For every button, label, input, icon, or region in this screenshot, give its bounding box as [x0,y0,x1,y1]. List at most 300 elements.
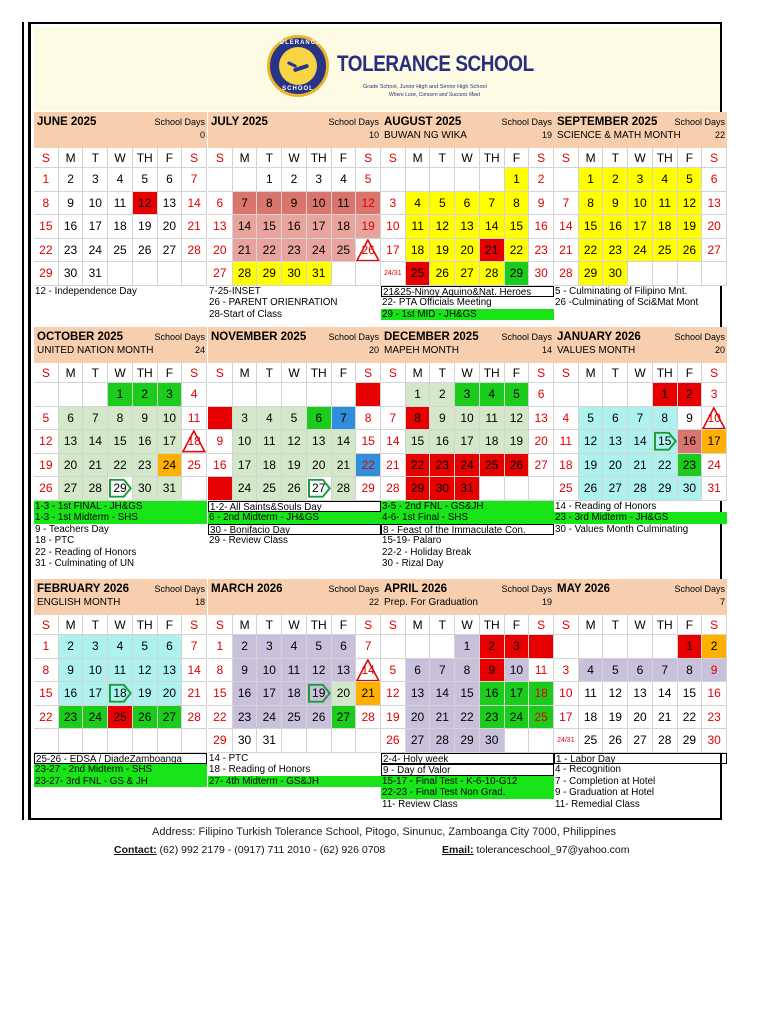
calendar-day: 13 [455,215,480,239]
calendar-day: 27 [158,239,183,263]
calendar-day: 19 [307,682,332,706]
school-days-count: 10 [368,130,379,140]
calendar-day: 25 [480,454,505,478]
calendar-day: 21 [233,239,258,263]
month-name: OCTOBER 2025 [37,331,124,343]
school-days-count: 20 [368,345,379,355]
school-days-label: School Days [501,584,552,594]
calendar-day [505,729,530,753]
calendar-day: 21 [628,454,653,478]
calendar-day: 6 [158,635,183,659]
calendar-day: 18 [108,682,133,706]
day-header: T [430,363,455,383]
calendar-day [505,477,530,501]
calendar-day: 30 [430,477,455,501]
day-header: S [381,148,406,168]
school-days-label: School Days [674,332,725,342]
calendar-day: 14 [332,430,357,454]
calendar-day: 22 [257,239,282,263]
event-note: 11- Review Class [382,798,458,810]
month-july-2025 [208,112,381,320]
calendar-day: 21 [554,239,579,263]
calendar-day: 29 [505,262,530,286]
month-day-grid [34,615,207,753]
calendar-day: 9 [678,407,703,431]
day-header: S [554,363,579,383]
calendar-day: 11 [332,192,357,216]
calendar-day: 15 [34,215,59,239]
calendar-day: 27 [332,706,357,730]
day-header: W [628,363,653,383]
day-header: M [233,148,258,168]
school-days-count: 24 [194,345,205,355]
calendar-day [554,635,579,659]
calendar-day: 24 [257,706,282,730]
event-note: 23-27 - 2nd Midterm - SHS [34,764,207,776]
calendar-day: 24 [455,454,480,478]
month-name: AUGUST 2025 [384,116,462,128]
day-header: T [83,615,108,635]
calendar-day: 26 [430,262,455,286]
month-notes [34,286,207,298]
calendar-day: 31 [455,477,480,501]
calendar-day [430,635,455,659]
calendar-day: 21 [182,682,207,706]
calendar-day: 3 [257,635,282,659]
calendar-day [381,168,406,192]
calendar-day: 26 [678,239,703,263]
month-name: MARCH 2026 [211,583,283,595]
day-header: T [257,148,282,168]
day-header: M [406,363,431,383]
calendar-day [34,383,59,407]
day-header: M [579,363,604,383]
calendar-day: 28 [356,706,381,730]
calendar-day: 25 [257,477,282,501]
calendar-day: 14 [480,215,505,239]
calendar-day: 23 [59,706,84,730]
calendar-day: 7 [332,407,357,431]
calendar-day: 7 [182,168,207,192]
day-header: S [529,363,554,383]
calendar-day: 18 [480,430,505,454]
calendar-day: 4 [282,635,307,659]
calendar-day: 12 [505,407,530,431]
calendar-day: 29 [356,477,381,501]
event-note: 18 - Reading of Honors [209,764,311,776]
calendar-day: 27 [702,239,727,263]
month-name: NOVEMBER 2025 [211,331,307,343]
day-header: F [505,615,530,635]
calendar-day: 16 [208,454,233,478]
calendar-day: 28 [182,706,207,730]
school-days-label: School Days [328,584,379,594]
calendar-day: 18 [282,682,307,706]
calendar-day: 26 [381,729,406,753]
calendar-day: 12 [133,192,158,216]
day-header: TH [307,148,332,168]
day-header: S [182,615,207,635]
calendar-day: 26 [505,454,530,478]
calendar-day: 5 [678,168,703,192]
day-header: M [59,615,84,635]
calendar-day: 3 [83,635,108,659]
calendar-day [628,635,653,659]
calendar-day: 29 [406,477,431,501]
calendar-day: 26 [356,239,381,263]
calendar-day: 1 [505,168,530,192]
school-days-count: 18 [194,597,205,607]
calendar-day: 19 [430,239,455,263]
month-name: JANUARY 2026 [557,331,641,343]
calendar-day: 11 [529,659,554,683]
calendar-day: 7 [182,635,207,659]
day-header: TH [307,363,332,383]
calendar-day: 23 [430,454,455,478]
month-notes [554,753,727,811]
calendar-day: 18 [182,430,207,454]
calendar-day: 3 [628,168,653,192]
calendar-day: 10 [257,659,282,683]
calendar-day [59,729,84,753]
calendar-day [34,729,59,753]
calendar-day: 1 [579,168,604,192]
calendar-day: 9 [59,192,84,216]
event-note: 1-3 - 1st FINAL - JH&GS [34,501,207,513]
calendar-day: 16 [282,215,307,239]
calendar-day: 5 [34,407,59,431]
event-note: 29 - Review Class [209,535,288,547]
calendar-day: 1 [356,383,381,407]
calendar-day: 24/31 [381,262,406,286]
calendar-day: 9 [133,407,158,431]
calendar-day: 12 [603,682,628,706]
calendar-day [603,635,628,659]
calendar-sheet [28,22,725,820]
day-header: TH [133,363,158,383]
month-day-grid [554,148,727,286]
calendar-day: 7 [381,407,406,431]
calendar-day: 13 [406,682,431,706]
calendar-day: 21 [332,454,357,478]
calendar-day: 25 [108,239,133,263]
calendar-day: 21 [381,454,406,478]
calendar-day: 13 [702,192,727,216]
calendar-day: 18 [332,215,357,239]
calendar-day: 27 [307,477,332,501]
calendar-day [208,383,233,407]
calendar-day: 24 [233,477,258,501]
calendar-day: 6 [59,407,84,431]
event-note: 30 - Values Month Culminating [555,523,689,535]
calendar-day: 27 [406,729,431,753]
event-note: 3-5 - 2nd FNL - GS&JH [381,501,554,513]
pentagon-marker-icon [307,477,331,500]
calendar-day: 9 [529,192,554,216]
calendar-day: 29 [455,729,480,753]
event-note: 22 - Reading of Honors [35,546,137,558]
calendar-day: 10 [83,659,108,683]
calendar-day [182,477,207,501]
day-header: F [678,363,703,383]
month-day-grid [208,148,381,286]
calendar-day: 20 [332,682,357,706]
triangle-marker-icon [182,430,206,453]
day-header: W [282,615,307,635]
calendar-day: 6 [628,659,653,683]
calendar-day [307,729,332,753]
day-header: S [554,148,579,168]
day-header: S [34,148,59,168]
month-day-grid [34,148,207,286]
calendar-day: 15 [406,430,431,454]
calendar-day: 25 [579,729,604,753]
calendar-day [356,262,381,286]
day-header: W [108,148,133,168]
calendar-day: 26 [133,706,158,730]
calendar-day: 4 [554,407,579,431]
calendar-day: 1 [257,168,282,192]
calendar-day: 19 [34,454,59,478]
calendar-day: 1 [34,168,59,192]
calendar-day [182,729,207,753]
calendar-day: 29 [257,262,282,286]
day-header: T [430,148,455,168]
event-note: 14 - Reading of Honors [555,500,657,512]
month-name: JUNE 2025 [37,116,97,128]
school-motto: Where Love, Concern and Success Meet [389,92,481,98]
event-note: 8 - Feast of the Immaculate Con. [381,524,554,536]
month-header [554,327,727,363]
calendar-day [282,383,307,407]
day-header: W [282,148,307,168]
day-header: M [406,148,431,168]
calendar-day: 10 [702,407,727,431]
month-notes [554,501,727,536]
calendar-day [307,383,332,407]
calendar-day: 17 [233,454,258,478]
calendar-day: 12 [282,430,307,454]
calendar-day: 1 [455,635,480,659]
month-header [208,112,381,148]
day-header: S [381,615,406,635]
calendar-day: 6 [208,192,233,216]
calendar-day [282,729,307,753]
calendar-day: 10 [233,430,258,454]
calendar-day: 28 [182,239,207,263]
footer-email: Email: toleranceschool_97@yahoo.com [442,844,630,856]
calendar-day: 9 [208,430,233,454]
month-name: SEPTEMBER 2025 [557,116,658,128]
event-note: 1-2- All Saints&Souls Day [208,501,381,513]
calendar-day: 30 [480,729,505,753]
day-header: M [59,148,84,168]
month-notes [381,753,554,811]
calendar-day: 27 [455,262,480,286]
calendar-day: 7 [83,407,108,431]
event-note: 11- Remedial Class [555,798,640,810]
event-note: 25-26 - EDSA / DiadeZamboanga [34,753,207,765]
calendar-day: 29 [653,477,678,501]
calendar-day: 5 [356,168,381,192]
month-header [381,327,554,363]
calendar-day: 12 [307,659,332,683]
calendar-day: 26 [34,477,59,501]
calendar-day: 16 [603,215,628,239]
calendar-day: 30 [702,729,727,753]
calendar-day: 16 [480,682,505,706]
calendar-day: 25 [529,706,554,730]
month-day-grid [34,363,207,501]
calendar-day: 8 [108,407,133,431]
calendar-day: 21 [356,682,381,706]
day-header: W [628,148,653,168]
calendar-day: 6 [158,168,183,192]
calendar-day: 1 [34,635,59,659]
calendar-day: 31 [307,262,332,286]
day-header: S [208,615,233,635]
month-august-2025 [381,112,554,320]
calendar-day: 19 [133,682,158,706]
calendar-day: 29 [208,729,233,753]
calendar-day: 19 [579,454,604,478]
calendar-day: 22 [455,706,480,730]
calendar-day: 6 [455,192,480,216]
calendar-day: 11 [282,659,307,683]
school-days-count: 14 [541,345,552,355]
calendar-day: 2 [603,168,628,192]
month-theme: UNITED NATION MONTH [37,345,154,356]
day-header: T [83,363,108,383]
calendar-day: 4 [480,383,505,407]
calendar-day: 17 [158,430,183,454]
calendar-day: 2 [59,635,84,659]
day-header: S [381,363,406,383]
calendar-day: 2 [133,383,158,407]
calendar-day: 22 [653,454,678,478]
calendar-day [554,168,579,192]
month-name: FEBRUARY 2026 [37,583,130,595]
calendar-day: 26 [133,239,158,263]
calendar-day: 8 [356,407,381,431]
calendar-day: 11 [406,215,431,239]
calendar-day [529,477,554,501]
calendar-day: 9 [702,659,727,683]
calendar-day: 6 [529,383,554,407]
month-header [34,112,207,148]
calendar-day: 16 [59,682,84,706]
calendar-day: 7 [480,192,505,216]
calendar-day: 11 [257,430,282,454]
day-header: TH [653,363,678,383]
school-days-count: 19 [541,130,552,140]
event-note: 22-2 - Holiday Break [382,546,472,558]
calendar-day: 5 [133,635,158,659]
event-note: 26 - PARENT ORIENRATION [209,297,338,309]
calendar-day: 4 [257,407,282,431]
day-header: M [579,148,604,168]
event-note: 1-3 - 1st Midterm - SHS [34,512,207,524]
school-days-label: School Days [328,117,379,127]
event-note: 15-17 - Final Test - K-6-10-G12 [381,776,554,788]
day-header: W [455,363,480,383]
month-header [381,579,554,615]
calendar-day: 13 [603,430,628,454]
calendar-day: 26 [307,706,332,730]
month-theme: ENGLISH MONTH [37,597,121,608]
footer-address: Address: Filipino Turkish Tolerance School, Pitogo, Sinunuc, Zamboanga City 7000, Philippines [152,826,616,838]
calendar-day: 9 [282,192,307,216]
calendar-day: 16 [678,430,703,454]
month-header [554,112,727,148]
calendar-day: 3 [381,192,406,216]
calendar-day [628,262,653,286]
calendar-day: 13 [307,430,332,454]
calendar-day: 24/31 [554,729,579,753]
event-note: 12 - Independence Day [35,285,137,297]
day-header: TH [653,615,678,635]
school-seal-icon: TOLERANCE SCHOOL [267,35,329,97]
calendar-day: 10 [381,215,406,239]
calendar-day: 20 [158,215,183,239]
calendar-day: 15 [455,682,480,706]
calendar-day: 8 [34,192,59,216]
calendar-day [233,383,258,407]
calendar-day: 22 [406,454,431,478]
calendar-day: 23 [603,239,628,263]
month-january-2026 [554,327,727,535]
calendar-day: 8 [34,659,59,683]
calendar-day [653,262,678,286]
calendar-day: 20 [59,454,84,478]
calendar-day: 12 [381,682,406,706]
day-header: TH [133,615,158,635]
event-note: 26 -Culminating of Sci&Mat Mont [555,297,699,309]
calendar-day: 24 [83,706,108,730]
calendar-day: 2 [282,168,307,192]
calendar-day [108,262,133,286]
calendar-day [381,635,406,659]
calendar-day: 7 [628,407,653,431]
day-header: W [108,363,133,383]
month-november-2025 [208,327,381,547]
calendar-day: 25 [653,239,678,263]
school-header [34,27,720,111]
school-days-label: School Days [154,117,205,127]
calendar-day [59,383,84,407]
day-header: M [579,615,604,635]
calendar-day: 15 [678,682,703,706]
calendar-day: 5 [381,659,406,683]
calendar-day: 2 [430,383,455,407]
event-note: 9 - Teachers Day [35,523,109,535]
day-header: F [332,363,357,383]
calendar-day: 10 [628,192,653,216]
calendar-day: 14 [430,682,455,706]
calendar-day [257,383,282,407]
month-notes [381,286,554,321]
calendar-day [208,168,233,192]
event-note: 1 - Labor Day [554,753,727,765]
calendar-day: 14 [356,659,381,683]
calendar-day: 28 [381,477,406,501]
month-theme: Prep. For Graduation [384,597,478,608]
month-day-grid [208,615,381,753]
school-days-count: 0 [199,130,205,140]
calendar-day: 19 [381,706,406,730]
day-header: T [603,363,628,383]
calendar-day: 1 [678,635,703,659]
